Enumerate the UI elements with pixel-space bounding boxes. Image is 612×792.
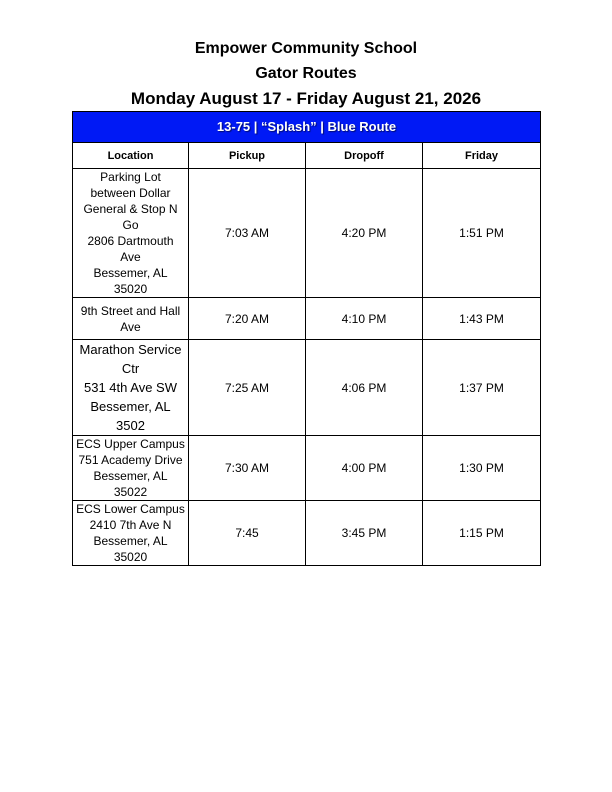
pickup-time: 7:30 AM bbox=[189, 436, 306, 501]
dropoff-time: 4:00 PM bbox=[306, 436, 423, 501]
location-cell bbox=[73, 298, 189, 340]
location-line: Bessemer, AL 35020 bbox=[93, 266, 168, 296]
location-line: 9th Street and Hall bbox=[80, 303, 181, 318]
column-header-row bbox=[73, 143, 541, 169]
location-cell bbox=[73, 169, 189, 298]
location-cell bbox=[73, 501, 189, 566]
column-header-pickup: Pickup bbox=[189, 143, 306, 169]
dropoff-time: 4:20 PM bbox=[306, 169, 423, 298]
table-row bbox=[73, 501, 541, 566]
location-line: Parking Lot bbox=[100, 170, 161, 184]
location-line: 531 4th Ave SW bbox=[84, 380, 177, 395]
location-cell bbox=[73, 436, 189, 501]
route-banner: 13-75 | “Splash” | Blue Route bbox=[73, 112, 541, 143]
pickup-time: 7:25 AM bbox=[189, 340, 306, 436]
pickup-time: 7:20 AM bbox=[189, 298, 306, 340]
location-line: General & Stop N bbox=[83, 202, 178, 216]
pickup-time: 7:45 bbox=[189, 501, 306, 566]
schedule-subtitle: Gator Routes bbox=[255, 65, 357, 82]
location-line: ECS Upper Campus bbox=[76, 437, 185, 451]
friday-time: 1:51 PM bbox=[423, 169, 541, 298]
location-line: between Dollar bbox=[90, 186, 171, 200]
dropoff-time: 4:10 PM bbox=[306, 298, 423, 340]
route-table bbox=[72, 111, 541, 566]
table-row bbox=[73, 298, 541, 340]
table-row bbox=[73, 340, 541, 436]
location-line: ECS Lower Campus bbox=[76, 502, 185, 516]
location-line: Ave bbox=[120, 250, 141, 264]
dropoff-time: 4:06 PM bbox=[306, 340, 423, 436]
friday-time: 1:43 PM bbox=[423, 298, 541, 340]
schedule-dates: Monday August 17 - Friday August 21, 2026 bbox=[130, 89, 482, 108]
table-row bbox=[73, 169, 541, 298]
school-name: Empower Community School bbox=[194, 40, 418, 57]
location-line: Marathon Service bbox=[79, 342, 182, 357]
pickup-time: 7:03 AM bbox=[189, 169, 306, 298]
location-line: Go bbox=[122, 218, 139, 232]
location-line: Ctr bbox=[121, 361, 140, 376]
location-cell bbox=[73, 340, 189, 436]
friday-time: 1:15 PM bbox=[423, 501, 541, 566]
table-row bbox=[73, 436, 541, 501]
location-line: Bessemer, AL 35022 bbox=[93, 469, 168, 499]
location-line: Ave bbox=[120, 319, 141, 334]
location-line: Bessemer, AL 35020 bbox=[93, 534, 168, 564]
column-header-friday: Friday bbox=[423, 143, 541, 169]
location-line: 751 Academy Drive bbox=[78, 453, 183, 467]
route-banner-row bbox=[73, 112, 541, 143]
friday-time: 1:37 PM bbox=[423, 340, 541, 436]
column-header-location: Location bbox=[73, 143, 189, 169]
location-line: 2410 7th Ave N bbox=[89, 518, 172, 532]
friday-time: 1:30 PM bbox=[423, 436, 541, 501]
column-header-dropoff: Dropoff bbox=[306, 143, 423, 169]
location-line: 2806 Dartmouth bbox=[87, 234, 174, 248]
location-line: Bessemer, AL 3502 bbox=[90, 399, 171, 433]
document-header bbox=[0, 36, 612, 111]
dropoff-time: 3:45 PM bbox=[306, 501, 423, 566]
